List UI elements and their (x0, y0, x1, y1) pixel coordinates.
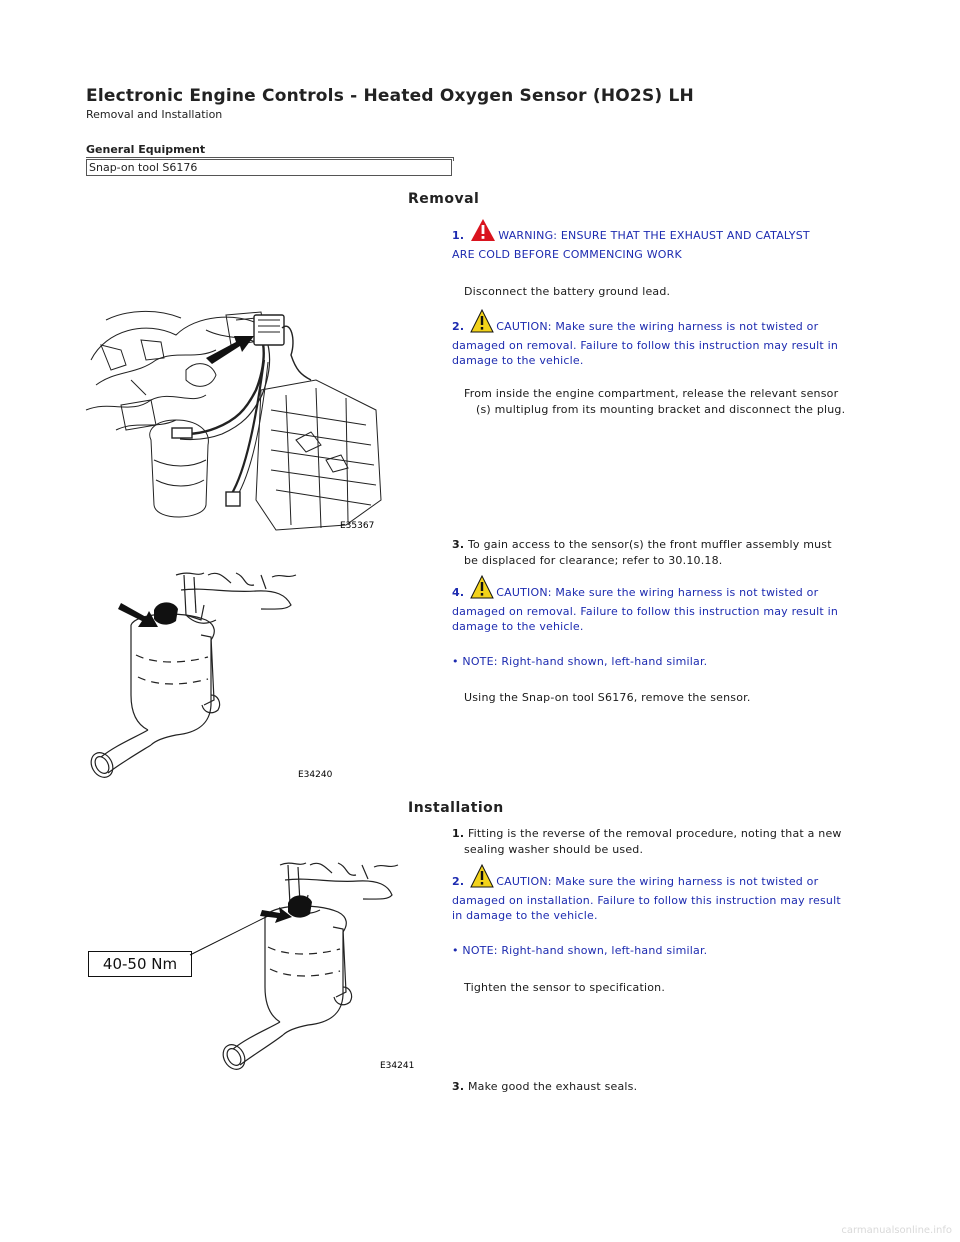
installation-step-3 (452, 1079, 892, 1095)
removal-step-4-note: Using the Snap-on tool S6176, remove the sensor. (464, 691, 751, 704)
step-number: 3. (452, 1080, 465, 1093)
removal-heading: Removal (408, 191, 480, 207)
step-number: 1. (452, 229, 465, 242)
caution-text-line2: damaged on removal. Failure to follow this instruction may result in (452, 338, 839, 352)
equipment-heading: General Equipment (86, 143, 206, 156)
warning-text-line2: ARE COLD BEFORE COMMENCING WORK (452, 247, 682, 261)
equipment-item: Snap-on tool S6176 (86, 159, 452, 176)
warning-text-line1: WARNING: ENSURE THAT THE EXHAUST AND CATALYST (498, 229, 810, 242)
removal-step-4 (452, 575, 892, 635)
note-line2: (s) multiplug from its mounting bracket and disconnect the plug. (476, 402, 846, 416)
caution-icon (470, 864, 494, 893)
step-number: 4. (452, 586, 465, 599)
step-text-line2: sealing washer should be used. (464, 842, 644, 856)
caution-text-line1: CAUTION: Make sure the wiring harness is not twisted or (496, 586, 819, 599)
installation-step-1 (452, 826, 892, 857)
caution-text-line2: damaged on removal. Failure to follow this instruction may result in (452, 604, 839, 618)
torque-callout: 40-50 Nm (88, 951, 192, 977)
page-subtitle: Removal and Installation (86, 108, 223, 121)
step-number: 2. (452, 320, 465, 333)
step-text-line1: To gain access to the sensor(s) the front muffler assembly must (467, 538, 832, 551)
caution-icon (470, 309, 494, 338)
caution-text-line3: in damage to the vehicle. (452, 909, 598, 922)
step-number: 3. (452, 538, 465, 551)
footer-watermark: carmanualsonline.info (841, 1225, 952, 1236)
figure-sensor-install-illustration (180, 855, 420, 1075)
caution-text-line3: damage to the vehicle. (452, 354, 584, 367)
figure-label-engine-bay: E35367 (340, 521, 375, 531)
installation-step-2-note: Tighten the sensor to specification. (464, 981, 666, 994)
equipment-rule (86, 157, 454, 158)
step-number: 1. (452, 827, 465, 840)
removal-step-3 (452, 537, 892, 568)
caution-text-line1: CAUTION: Make sure the wiring harness is not twisted or (496, 875, 819, 888)
step-number: 2. (452, 875, 465, 888)
caution-icon (470, 575, 494, 604)
caution-text-line3: damage to the vehicle. (452, 620, 584, 633)
step-text: Make good the exhaust seals. (467, 1080, 638, 1093)
removal-step-2-note (464, 386, 884, 417)
figure-label-sensor-removal: E34240 (298, 770, 333, 780)
removal-step-2 (452, 309, 892, 369)
caution-text-line1: CAUTION: Make sure the wiring harness is not twisted or (496, 320, 819, 333)
note-line1: From inside the engine compartment, release the relevant sensor (464, 387, 839, 400)
installation-step-2-bullet-note: • NOTE: Right-hand shown, left-hand similar. (452, 944, 708, 957)
removal-step-1-note: Disconnect the battery ground lead. (464, 285, 671, 298)
removal-step-1 (452, 218, 892, 262)
removal-step-4-bullet-note: • NOTE: Right-hand shown, left-hand similar. (452, 655, 708, 668)
warning-icon (470, 218, 496, 247)
page-title: Electronic Engine Controls - Heated Oxygen Sensor (HO2S) LH (86, 86, 694, 106)
figure-engine-bay-illustration (86, 300, 386, 535)
equipment-rule-tick (453, 157, 454, 161)
installation-step-2 (452, 864, 892, 924)
step-text-line2: be displaced for clearance; refer to 30.10.18. (464, 553, 723, 567)
installation-heading: Installation (408, 800, 504, 816)
caution-text-line2: damaged on installation. Failure to follow this instruction may result (452, 893, 841, 907)
figure-label-sensor-install: E34241 (380, 1061, 415, 1071)
step-text-line1: Fitting is the reverse of the removal procedure, noting that a new (467, 827, 842, 840)
figure-sensor-removal-illustration (86, 565, 386, 790)
